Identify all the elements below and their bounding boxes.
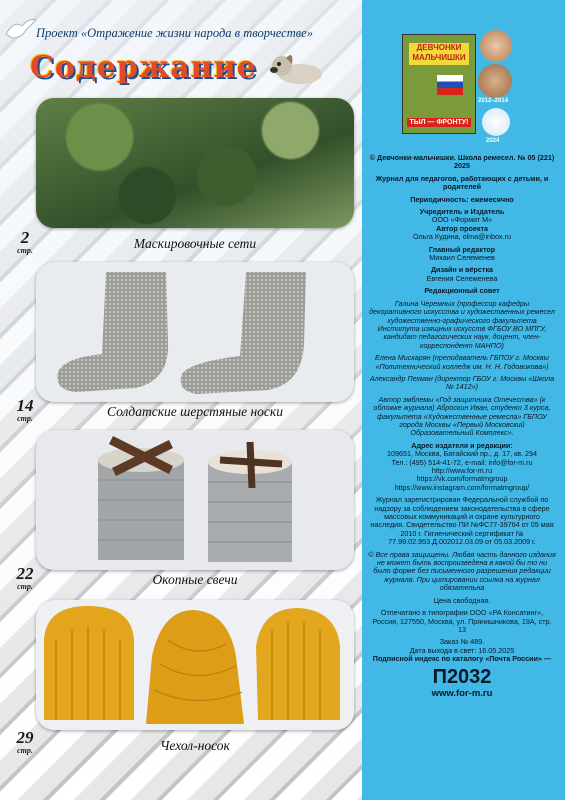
page-number-2: 14 стр. <box>16 396 34 423</box>
publisher-label: Учредитель и Издатель <box>419 207 505 217</box>
caption-3: Окопные свечи <box>152 572 238 587</box>
rights: © Все права защищены. Любая часть данного издания не может быть воспроизведена в какой бы то ни было форме без письменного разрешения редакции журнала. При цитировании ссылка на журнал обязательна <box>368 549 556 593</box>
caption-1: Маскировочные сети <box>133 236 257 251</box>
badge-icon <box>482 108 510 136</box>
award-year-2: 2024 <box>486 138 500 144</box>
website[interactable]: www.for-m.ru <box>431 687 493 699</box>
board-label: Редакционный совет <box>424 286 500 296</box>
design: Евгения Селеменева <box>426 273 498 283</box>
dog-mascot-icon <box>268 50 328 88</box>
cover-slogan: ТЫЛ — ФРОНТУ! <box>407 118 471 127</box>
flag-icon <box>437 75 463 95</box>
imprint-periodicity: Периодичность: ежемесячно <box>410 194 514 204</box>
page-number-4: 29 стр. <box>16 728 34 755</box>
editor: Михаил Селеменев <box>429 253 495 263</box>
release-date: Дата выхода в свет: 16.05.2025 <box>409 645 515 655</box>
wool-socks-photo[interactable] <box>36 262 354 402</box>
caption-4: Чехол-носок <box>160 738 230 753</box>
imprint-title: © Девчонки-мальчишки. Школа ремесел. № 05 (221) 2025 <box>369 153 555 171</box>
page-title: Содержание <box>30 50 257 85</box>
price: Цена свободная. <box>433 595 491 605</box>
candles-illustration <box>36 430 354 570</box>
trench-candles-photo[interactable] <box>36 430 354 570</box>
author-label: Автор проекта <box>436 223 488 233</box>
design-label: Дизайн и вёрстка <box>430 265 494 275</box>
socks-illustration <box>36 262 354 402</box>
imprint <box>368 154 556 698</box>
knitted-hats-photo[interactable] <box>36 600 354 730</box>
order-number: Заказ № 489. <box>439 637 485 647</box>
medal-icon <box>480 30 512 62</box>
publisher: ООО «Формат М» <box>431 215 493 225</box>
page-number-1: 2 стр. <box>17 228 33 255</box>
phone: Тел.: (495) 514-41-72, e-mail: info@for-m.ru <box>391 457 533 467</box>
board-member-1: Галина Черемных (профессор кафедры декоративного искусства и художественных ремесел художественно-графического факультета Института изящных искусств ФГБОУ ВО МПГУ, кандидат педагогических наук, доцент, член-корреспондент МАНПО) <box>369 298 555 350</box>
author: Ольга Кудина, olma@inbox.ru <box>412 232 512 242</box>
instagram-link[interactable]: https://www.instagram.com/formatmgroup/ <box>394 482 530 492</box>
magazine-cover[interactable] <box>402 34 476 134</box>
emblem-credit: Автор эмблемы «Год защитника Отечества» (к обложке журнала) Аброскин Иван, студент 3 курса, факультета «Художественные ремесла» ГБПОУ города Москвы «Первый Московский Образовательный Комплекс». <box>373 394 551 438</box>
caption-2: Солдатские шерстяные носки <box>107 404 283 419</box>
printing: Отпечатано в типографии ООО «РА Консатинг», Россия, 127550, Москва, ул. Прянишникова, 19А, стр. 13 <box>372 608 552 634</box>
award-years: 2012–2014 <box>478 98 509 104</box>
board-member-2: Елена Мискарян (преподаватель ГБПОУ г. Москвы «Политехнический колледж им. Н. Н. Годовикова») <box>375 353 549 371</box>
registration: Журнал зарегистрирован Федеральной службой по надзору за соблюдением законодательства в сфере массовых коммуникаций и охране культурного наследия. Свидетельство ПИ №ФС77-39764 от 05 мая 2010 г. Гигиенический сертификат № 77.99.02.953.Д.002012.03.09 от 05.03.2009 г. <box>370 495 554 547</box>
medal-icon <box>478 64 512 98</box>
cover-title: ДЕВЧОНКИ МАЛЬЧИШКИ <box>409 43 469 65</box>
vk-link[interactable]: https://vk.com/formatmgroup <box>416 474 508 484</box>
editor-label: Главный редактор <box>428 244 496 254</box>
dove-icon <box>4 16 38 44</box>
imprint-subtitle: Журнал для педагогов, работающих с детьми, и родителей <box>375 173 549 192</box>
subscription-index: П2032 <box>432 665 492 688</box>
board-member-3: Александр Пехман (директор ГБОУ г. Москвы «Школа № 1412») <box>369 373 555 392</box>
index-label: Подписной индекс по каталогу «Почта России» — <box>372 654 552 664</box>
site-link[interactable]: http://www.for-m.ru <box>431 466 493 475</box>
camouflage-net-photo[interactable] <box>36 98 354 228</box>
hats-illustration <box>36 600 354 730</box>
address-label: Адрес издателя и редакции: <box>411 440 513 450</box>
address: 109651, Москва, Батайский пр., д. 17, кв. 294 <box>386 449 538 459</box>
project-title: Проект «Отражение жизни народа в творчестве» <box>36 26 313 40</box>
page-number-3: 22 стр. <box>16 564 34 591</box>
